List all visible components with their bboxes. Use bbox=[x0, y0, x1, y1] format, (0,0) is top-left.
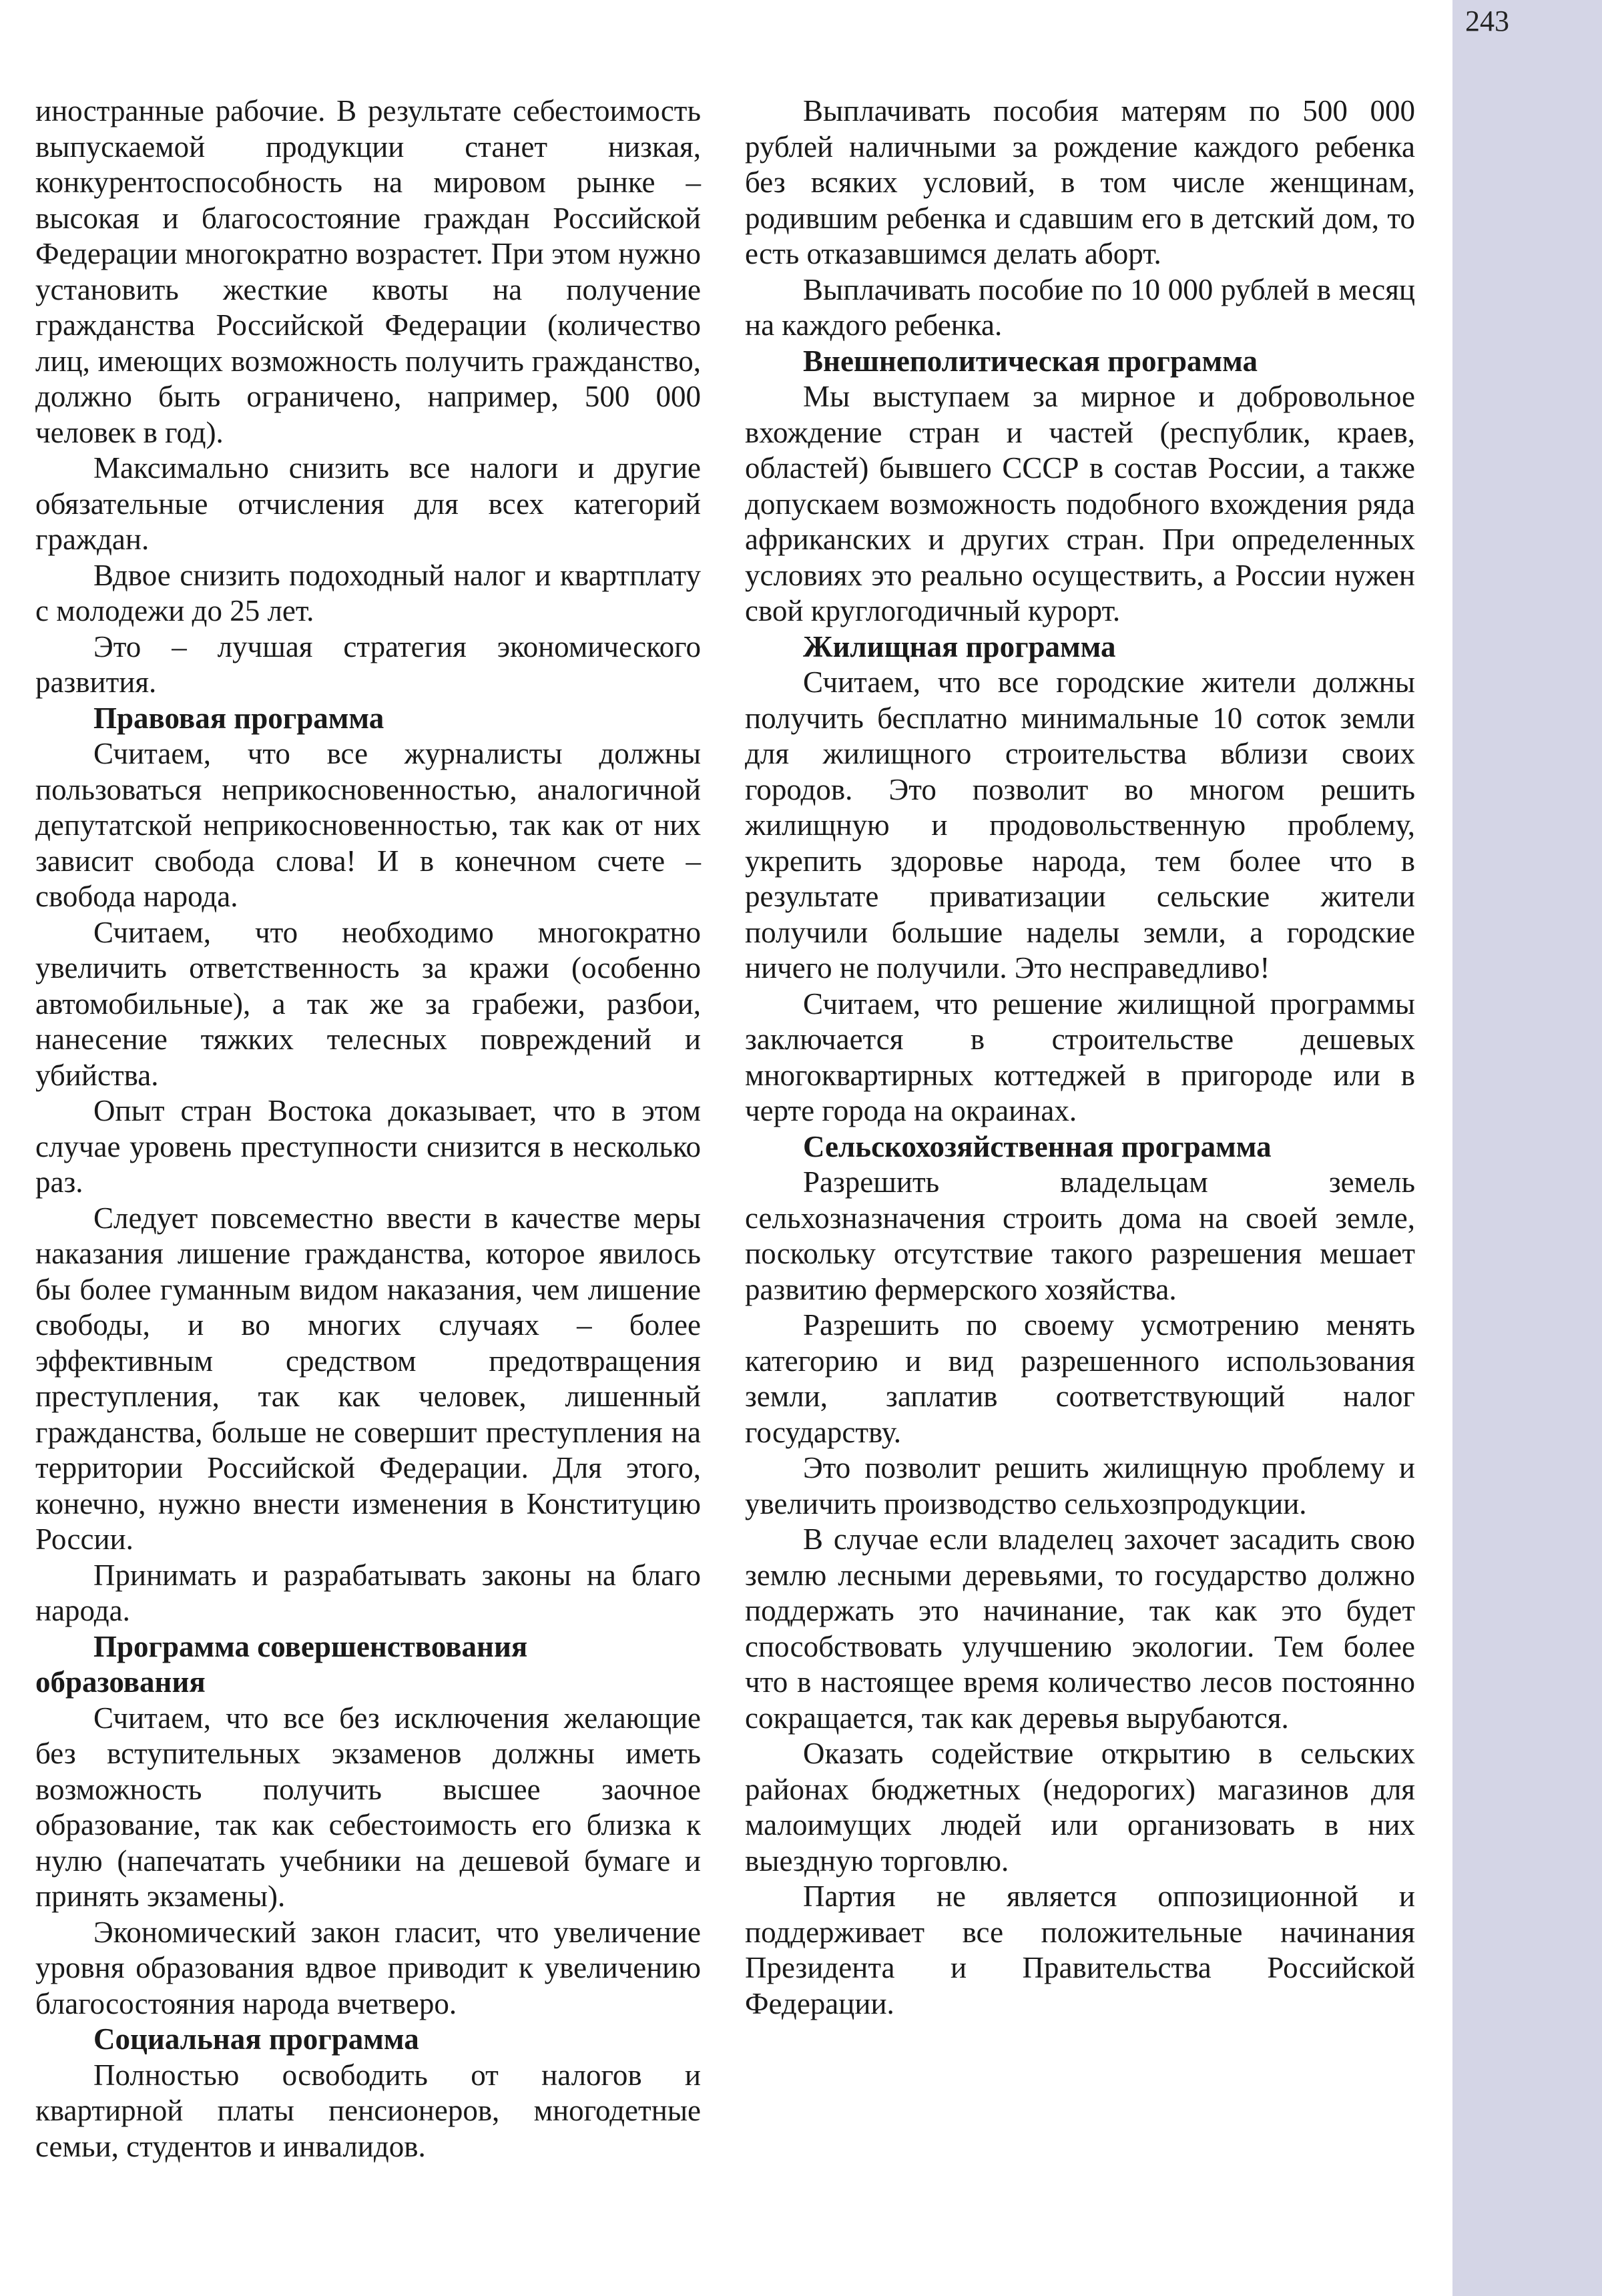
page-number: 243 bbox=[1465, 5, 1509, 37]
paragraph: Считаем, что все журналисты должны пользоваться неприкосновенностью, аналогичной депутатской неприкосновенностью, так как от них зависит свобода слова! И в конечном счете – свобода народа. bbox=[35, 737, 701, 913]
section-heading: Жилищная программа bbox=[803, 629, 1116, 663]
paragraph: Выплачивать пособие по 10 000 рублей в месяц на каждого ребенка. bbox=[745, 272, 1415, 342]
paragraph: Полностью освободить от налогов и квартирной платы пенсионеров, многодетные семьи, студентов и инвалидов. bbox=[35, 2058, 701, 2163]
page-margin-band bbox=[1452, 0, 1602, 2296]
section-heading: Сельскохозяйственная программа bbox=[803, 1129, 1272, 1163]
paragraph: Мы выступаем за мирное и добровольное вхождение стран и частей (республик, краев, областей) бывшего СССР в состав России, а также допускаем возможность подобного вхождения ряда африканских и других стран. При определенных условиях это реально осуществить, а России нужен свой круглогодичный курорт. bbox=[745, 380, 1415, 627]
paragraph: Считаем, что решение жилищной программы заключается в строительстве дешевых многоквартирных коттеджей в пригороде или в черте города на окраинах. bbox=[745, 986, 1415, 1127]
paragraph: Разрешить владельцам земель сельхозназначения строить дома на своей земле, поскольку отсутствие такого разрешения мешает развитию фермерского хозяйства. bbox=[745, 1165, 1415, 1306]
section-heading: Правовая программа bbox=[93, 701, 384, 735]
paragraph: Вдвое снизить подоходный налог и квартплату с молодежи до 25 лет. bbox=[35, 558, 701, 627]
paragraph: Экономический закон гласит, что увеличение уровня образования вдвое приводит к увеличению благосостояния народа вчетверо. bbox=[35, 1915, 701, 2020]
paragraph: Принимать и разрабатывать законы на благо народа. bbox=[35, 1558, 701, 1627]
paragraph: Максимально снизить все налоги и другие обязательные отчисления для всех категорий граждан. bbox=[35, 451, 701, 556]
paragraph: Оказать содействие открытию в сельских районах бюджетных (недорогих) магазинов для малоимущих людей или организовать в них выездную торговлю. bbox=[745, 1737, 1415, 1878]
left-column bbox=[35, 93, 701, 2165]
paragraph: Партия не является оппозиционной и поддерживает все положительные начинания Президента и Правительства Российской Федерации. bbox=[745, 1880, 1415, 2020]
right-column bbox=[745, 93, 1415, 2022]
paragraph: В случае если владелец захочет засадить свою землю лесными деревьями, то государство должно поддержать это начинание, так как это будет способствовать улучшению экологии. Тем более что в настоящее время количество лесов постоянно сокращается, так как деревья вырубаются. bbox=[745, 1522, 1415, 1735]
paragraph: Считаем, что все городские жители должны получить бесплатно минимальные 10 соток земли для жилищного строительства вблизи своих городов. Это позволит во многом решить жилищную и продовольственную проблему, укрепить здоровье народа, тем более что в результате приватизации сельские жители получили большие наделы земли, а городские ничего не получили. Это несправедливо! bbox=[745, 665, 1415, 984]
paragraph: Опыт стран Востока доказывает, что в этом случае уровень преступности снизится в несколько раз. bbox=[35, 1094, 701, 1199]
paragraph: иностранные рабочие. В результате себестоимость выпускаемой продукции станет низкая, конкурентоспособность на мировом рынке – высокая и благосостояние граждан Российской Федерации многократно возрастет. При этом нужно установить жесткие квоты на получение гражданства Российской Федерации (количество лиц, имеющих возможность получить гражданство, должно быть ограничено, например, 500 000 человек в год). bbox=[35, 94, 701, 449]
paragraph: Выплачивать пособия матерям по 500 000 рублей наличными за рождение каждого ребенка без всяких условий, в том числе женщинам, родившим ребенка и сдавшим его в детский дом, то есть отказавшимся делать аборт. bbox=[745, 94, 1415, 270]
paragraph: Следует повсеместно ввести в качестве меры наказания лишение гражданства, которое явилось бы более гуманным видом наказания, чем лишение свободы, и во многих случаях – более эффективным средством предотвращения преступления, так как человек, лишенный гражданства, больше не совершит преступления на территории Российской Федерации. Для этого, конечно, нужно внести изменения в Конституцию России. bbox=[35, 1201, 701, 1556]
paragraph: Считаем, что все без исключения желающие без вступительных экзаменов должны иметь возможность получить высшее заочное образование, так как себестоимость его близка к нулю (напечатать учебники на дешевой бумаге и принять экзамены). bbox=[35, 1701, 701, 1913]
paragraph: Считаем, что необходимо многократно увеличить ответственность за кражи (особенно автомобильные), а так же за грабежи, разбои, нанесение тяжких телесных повреждений и убийства. bbox=[35, 915, 701, 1092]
paragraph: Это – лучшая стратегия экономического развития. bbox=[35, 629, 701, 699]
paragraph: Это позволит решить жилищную проблему и увеличить производство сельхозпродукции. bbox=[745, 1451, 1415, 1520]
section-heading: Внешнеполитическая программа bbox=[803, 344, 1258, 378]
paragraph: Разрешить по своему усмотрению менять категорию и вид разрешенного использования земли, заплатив соответствующий налог государству. bbox=[745, 1308, 1415, 1449]
section-heading: Социальная программа bbox=[93, 2022, 419, 2056]
section-heading: Программа совершенствования образования bbox=[35, 1629, 528, 1699]
